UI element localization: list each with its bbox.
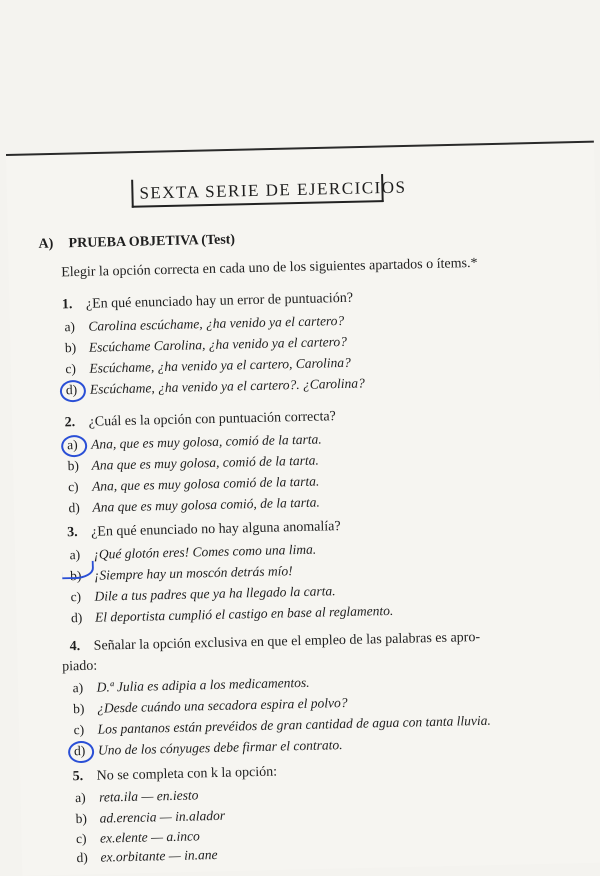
q1-option-a-text: Carolina escúchame, ¿ha venido ya el cartero? [88,312,345,334]
question-4-number: 4. [69,639,81,655]
q2-option-d-text: Ana que es muy golosa comió, de la tarta. [92,494,320,515]
q5-option-b-letter: b) [75,810,88,827]
question-2-number: 2. [64,415,76,431]
q3-option-d-letter: d) [70,609,83,626]
answer-circle-q4 [68,741,94,764]
q4-option-a-text: D.ª Julia es adipia a los medicamentos. [96,674,310,695]
q5-option-c-letter: c) [75,830,87,847]
q5-option-c-text: ex.elente — a.inco [99,828,200,846]
question-3-text: ¿En qué enunciado no hay alguna anomalía? [90,519,341,540]
q4-option-b-text: ¿Desde cuándo una secadora espira el polvo? [96,694,348,716]
section-title: PRUEBA OBJETIVA (Test) [68,232,236,252]
q3-option-b-text: ¡Siempre hay un moscón detrás mío! [93,563,293,583]
q1-option-a-letter: a) [64,319,76,335]
question-1-number: 1. [61,297,73,313]
q3-option-c-letter: c) [70,588,82,605]
q2-option-b-letter: b) [67,458,80,474]
q3-option-b-letter: b) [69,567,82,584]
q2-option-d-letter: d) [68,500,80,516]
question-2-text: ¿Cuál es la opción con puntuación correcta? [88,409,336,430]
question-1-text: ¿En qué enunciado hay un error de puntuación? [85,290,354,312]
q4-option-a-letter: a) [72,679,84,696]
q3-option-d-text: El deportista cumplió el castigo en base al reglamento. [94,602,394,625]
q4-option-b-letter: b) [72,700,85,717]
q3-option-a-text: ¡Qué glotón eres! Comes como una lima. [93,541,317,562]
page-title: SEXTA SERIE DE EJERCICIOS [139,177,407,203]
question-4-text: Señalar la opción exclusiva en que el empleo de las palabras es apro- [93,629,481,654]
question-5-number: 5. [72,768,84,785]
q5-option-d-text: ex.orbitante — in.ane [100,846,218,865]
q1-option-c-text: Escúchame, ¿ha venido ya el cartero, Carolina? [89,354,351,376]
answer-mark-q3 [62,561,94,580]
question-5-text: No se completa con k la opción: [96,764,278,784]
q5-option-d-letter: d) [76,849,88,866]
q4-option-d-letter: d) [73,742,86,759]
q4-option-d-text: Uno de los cónyuges debe firmar el contrato. [97,737,343,758]
q1-option-c-letter: c) [65,361,77,377]
question-3-number: 3. [66,525,78,541]
q5-option-a-letter: a) [74,789,86,806]
section-letter: A) [38,236,54,252]
q2-option-b-text: Ana que es muy golosa, comió de la tarta. [91,452,319,473]
q4-option-c-letter: c) [73,721,85,738]
q1-option-b-letter: b) [64,340,77,356]
q2-option-a-letter: a) [66,437,78,453]
q3-option-a-letter: a) [69,547,81,563]
instructions: Elegir la opción correcta en cada uno de los siguientes apartados o ítems.* [61,255,478,281]
q1-option-d-text: Escúchame, ¿ha venido ya el cartero?. ¿Carolina? [89,375,365,397]
q1-option-b-text: Escúchame Carolina, ¿ha venido ya el cartero? [88,333,348,355]
answer-circle-q2 [61,435,87,458]
q2-option-c-letter: c) [67,479,79,495]
q4-option-c-text: Los pantanos están prevéidos de gran cantidad de agua con tanta lluvia. [97,712,491,737]
answer-circle-q1 [60,380,86,403]
q5-option-a-text: reta.ila — en.iesto [98,787,199,805]
q5-option-b-text: ad.erencia — in.alador [99,807,226,826]
q2-option-a-text: Ana, que es muy golosa, comió de la tarta. [90,431,322,452]
q3-option-c-text: Dile a tus padres que ya ha llegado la carta. [94,583,336,604]
q1-option-d-letter: d) [65,382,78,398]
question-4-text-cont: piado: [62,658,98,675]
q2-option-c-text: Ana, que es muy golosa comió de la tarta. [91,473,320,494]
